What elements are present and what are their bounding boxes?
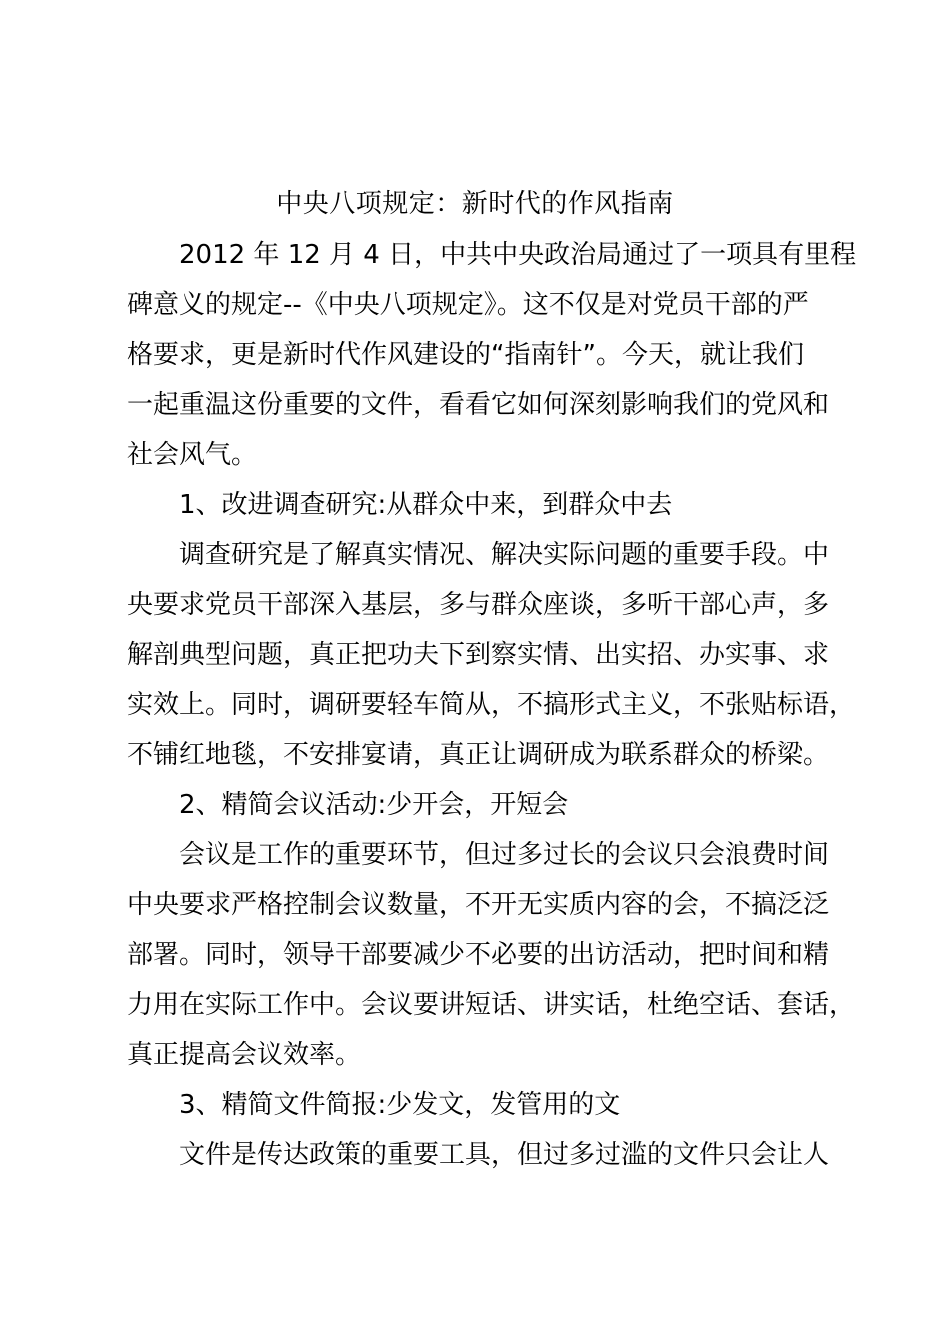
document-body xyxy=(127,232,857,1182)
paragraph-line: 力用在实际工作中。会议要讲短话、讲实话，杜绝空话、套话， xyxy=(127,990,856,1020)
paragraph-line: 调查研究是了解真实情况、解决实际问题的重要手段。中 xyxy=(179,540,830,570)
paragraph-line: 解剖典型问题，真正把功夫下到察实情、出实招、办实事、求 xyxy=(127,640,830,670)
paragraph-line: 碑意义的规定--《中央八项规定》。这不仅是对党员干部的严 xyxy=(127,290,809,320)
paragraph-line: 中央要求严格控制会议数量，不开无实质内容的会，不搞泛泛 xyxy=(127,890,830,920)
paragraph-line: 不铺红地毯，不安排宴请，真正让调研成为联系群众的桥梁。 xyxy=(127,740,830,770)
paragraph-line: 一起重温这份重要的文件，看看它如何深刻影响我们的党风和 xyxy=(127,390,830,420)
paragraph-line: 文件是传达政策的重要工具，但过多过滥的文件只会让人 xyxy=(179,1140,830,1170)
section-heading: 3、精简文件简报:少发文，发管用的文 xyxy=(179,1090,621,1120)
paragraph-line: 社会风气。 xyxy=(127,440,258,470)
paragraph-line: 2012 年 12 月 4 日，中共中央政治局通过了一项具有里程 xyxy=(179,240,857,270)
paragraph-line: 实效上。同时，调研要轻车简从，不搞形式主义，不张贴标语， xyxy=(127,690,856,720)
paragraph-line: 部署。同时，领导干部要减少不必要的出访活动，把时间和精 xyxy=(127,940,830,970)
section-heading: 1、改进调查研究:从群众中来，到群众中去 xyxy=(179,490,673,520)
paragraph-line: 会议是工作的重要环节，但过多过长的会议只会浪费时间 xyxy=(179,840,830,870)
section-heading: 2、精简会议活动:少开会，开短会 xyxy=(179,790,569,820)
paragraph-line: 格要求，更是新时代作风建设的“指南针”。今天，就让我们 xyxy=(127,340,804,370)
paragraph-line: 真正提高会议效率。 xyxy=(127,1040,362,1070)
paragraph-line: 央要求党员干部深入基层，多与群众座谈，多听干部心声，多 xyxy=(127,590,830,620)
document-title: 中央八项规定：新时代的作风指南 xyxy=(276,189,674,219)
